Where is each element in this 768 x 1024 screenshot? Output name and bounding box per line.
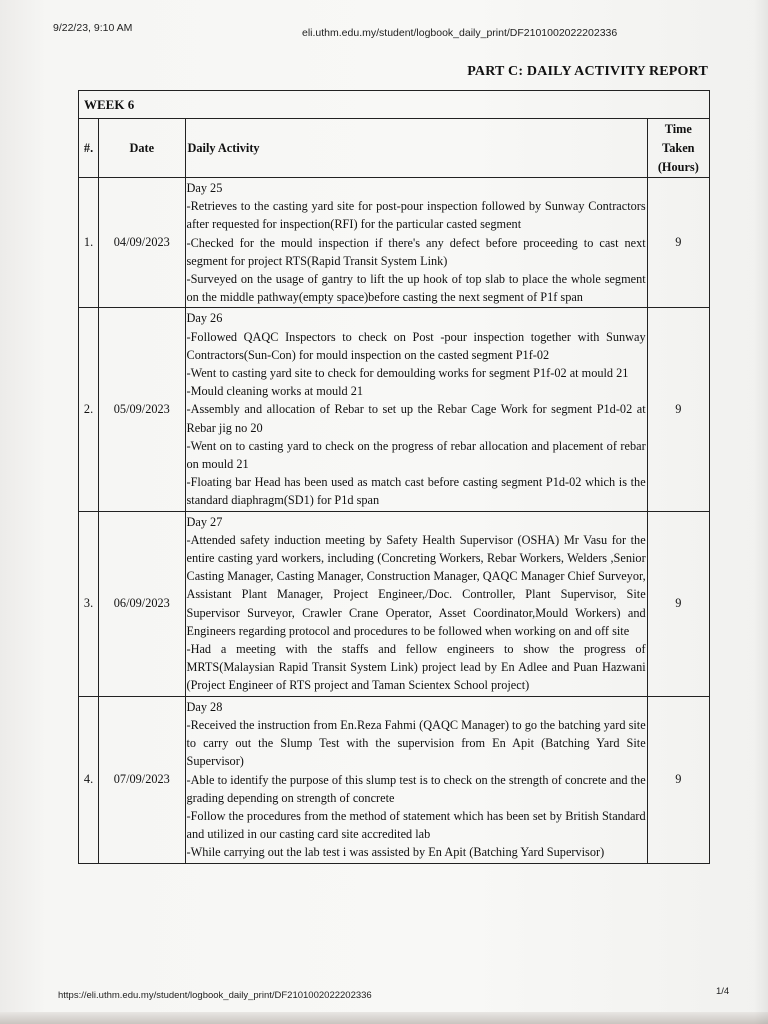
activity-item: -Went on to casting yard to check on the progress of rebar allocation and placement of rebar on mould 21 <box>186 438 646 472</box>
table-row <box>79 178 710 308</box>
activity-item: -Had a meeting with the staffs and fellow engineers to show the progress of MRTS(Malaysian Rapid Transit System Link) project lead by En Adlee and Puan Hazwani (Project Engineer of RTS project and Taman Scientex School project) <box>186 642 646 693</box>
week-label: WEEK 6 <box>79 91 710 119</box>
row-date: 04/09/2023 <box>99 178 185 308</box>
column-header-time <box>647 119 709 178</box>
table-body <box>79 178 710 864</box>
activity-item: -Floating bar Head has been used as match cast before casting segment P1d-02 which is the standard diaphragm(SD1) for P1d span <box>186 475 646 508</box>
row-number: 3. <box>79 511 99 696</box>
time-header-line2: Taken <box>662 140 695 155</box>
column-header-no: #. <box>79 119 99 178</box>
row-activity <box>185 178 647 308</box>
activity-item: -Checked for the mould inspection if there's any defect before proceeding to cast next segment for project RTS(Rapid Transit System Link) <box>186 235 646 268</box>
time-header-line3: (Hours) <box>657 159 699 174</box>
time-header-line1: Time <box>664 121 692 136</box>
row-hours: 9 <box>647 696 709 863</box>
paper-right-shadow <box>754 0 768 1024</box>
table-header-row <box>79 119 710 178</box>
row-date: 05/09/2023 <box>99 308 185 511</box>
row-number: 1. <box>79 178 99 308</box>
activity-day-label: Day 28 <box>186 699 223 714</box>
row-number: 4. <box>79 696 99 863</box>
activity-item: -Assembly and allocation of Rebar to set up the Rebar Cage Work for segment P1d-02 at Rebar jig no 20 <box>186 402 646 435</box>
activity-item: -Received the instruction from En.Reza Fahmi (QAQC Manager) to go the batching yard site to carry out the Slump Test with the supervision from En Apit (Batching Yard Site Supervisor) <box>186 717 646 769</box>
row-hours: 9 <box>647 178 709 308</box>
row-number: 2. <box>79 308 99 511</box>
row-date: 06/09/2023 <box>99 511 185 696</box>
row-activity <box>185 308 647 511</box>
activity-item: -Followed QAQC Inspectors to check on Post -pour inspection together with Sunway Contractors(Sun-Con) for mould inspection on the casted segment P1f-02 <box>186 329 646 362</box>
activity-item: -Surveyed on the usage of gantry to lift the up hook of top slab to place the whole segment on the middle pathway(empty space)before casting the next segment of P1f span <box>186 272 646 305</box>
activity-item: -While carrying out the lab test i was assisted by En Apit (Batching Yard Supervisor) <box>186 845 605 860</box>
activity-item: -Went to casting yard site to check for demoulding works for segment P1f-02 at mould 21 <box>186 366 629 381</box>
row-activity <box>185 511 647 696</box>
activity-day-label: Day 26 <box>186 311 223 326</box>
activity-item: -Retrieves to the casting yard site for post-pour inspection followed by Sunway Contractors after requested for inspection(RFI) for the particular casted segment <box>186 199 646 232</box>
row-date: 07/09/2023 <box>99 696 185 863</box>
activity-item: -Mould cleaning works at mould 21 <box>186 384 364 399</box>
row-hours: 9 <box>647 308 709 511</box>
row-hours: 9 <box>647 511 709 696</box>
activity-item: -Attended safety induction meeting by Safety Health Supervisor (OSHA) Mr Vasu for the entire casting yard workers, including (Concreting Workers, Rebar Workers, Welders ,Senior Casting Manager, Casting Manager, Construction Manager, QAQC Manager Chief Surveyor, Assistant Plant Manager, Project Engineer,/Doc. Controller, Plant Supervisor, Site Supervisor Surveyor, Crawler Crane Operator, Asset Coordinator,Mould Workers) and Engineers regarding protocol and procedures to be followed when working on and off site <box>186 532 646 638</box>
activity-day-label: Day 27 <box>186 514 223 529</box>
row-activity <box>185 696 647 863</box>
paper-bottom-edge <box>0 1012 768 1024</box>
table-row <box>79 511 710 696</box>
column-header-activity: Daily Activity <box>185 119 647 178</box>
print-url-header: eli.uthm.edu.my/student/logbook_daily_print/DF2101002022202336 <box>302 27 618 39</box>
activity-day-label: Day 25 <box>186 181 223 195</box>
table-row <box>79 308 710 511</box>
footer-url: https://eli.uthm.edu.my/student/logbook_daily_print/DF2101002022202336 <box>58 990 372 1001</box>
table-row <box>79 696 710 863</box>
page-number: 1/4 <box>716 986 730 997</box>
column-header-date: Date <box>99 119 185 178</box>
print-datetime: 9/22/23, 9:10 AM <box>53 22 133 34</box>
activity-item: -Follow the procedures from the method of statement which has been set by British Standard and utilized in our casting card site accredited lab <box>186 808 646 842</box>
activity-item: -Able to identify the purpose of this slump test is to check on the strength of concrete and the grading depending on strength of concrete <box>186 772 646 805</box>
page-title: PART C: DAILY ACTIVITY REPORT <box>467 64 708 79</box>
daily-activity-table <box>78 90 710 864</box>
